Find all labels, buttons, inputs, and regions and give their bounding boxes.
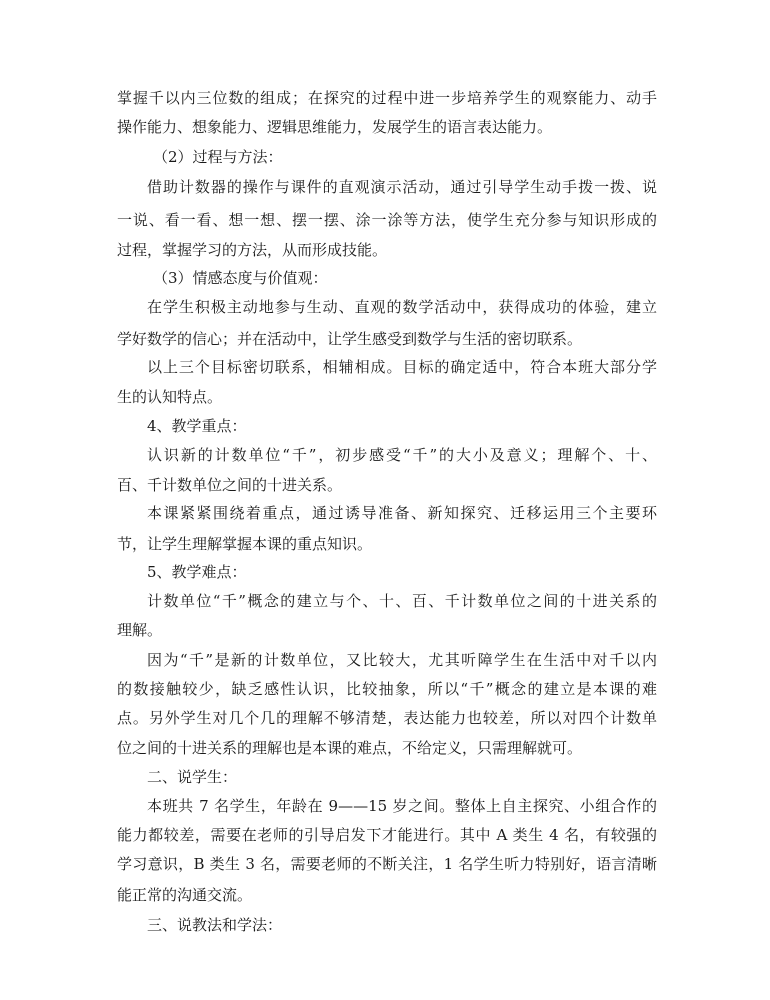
text-line-19: 理解。 (117, 621, 163, 639)
text-line-28: 能正常的沟通交流。 (117, 886, 253, 904)
text-line-2: 操作能力、想象能力、逻辑思维能力，发展学生的语言表达能力。 (117, 118, 553, 136)
text-line-26: 能力都较差，需要在老师的引导启发下才能进行。其中 A 类生 4 名，有较强的 (117, 826, 657, 844)
text-line-10: 以上三个目标密切联系，相辅相成。目标的确定适中，符合本班大部分学 (147, 358, 657, 376)
section-heading-attitude-values: （3）情感态度与价值观： (153, 269, 328, 287)
text-line-11: 生的认知特点。 (117, 388, 223, 406)
text-line-14: 百、千计数单位之间的十进关系。 (117, 476, 343, 494)
text-line-9: 学好数学的信心；并在活动中，让学生感受到数学与生活的密切联系。 (117, 330, 583, 348)
section-heading-methods: 三、说教法和学法： (147, 916, 283, 934)
text-line-5: 一说、看一看、想一想、摆一摆、涂一涂等方法，使学生充分参与知识形成的 (117, 211, 657, 229)
text-line-4: 借助计数器的操作与课件的直观演示活动，通过引导学生动手拨一拨、说 (147, 178, 657, 196)
text-line-8: 在学生积极主动地参与生动、直观的数学活动中，获得成功的体验，建立 (147, 298, 657, 316)
text-line-21: 的数接触较少，缺乏感性认识，比较抽象，所以“千”概念的建立是本课的难 (117, 680, 657, 698)
section-heading-students: 二、说学生： (147, 768, 238, 786)
section-heading-process-method: （2）过程与方法： (153, 148, 283, 166)
text-line-27: 学习意识，B 类生 3 名，需要老师的不断关注，1 名学生听力特别好，语言清晰 (117, 855, 657, 873)
text-line-20: 因为“千”是新的计数单位，又比较大，尤其听障学生在生活中对千以内 (147, 651, 657, 669)
text-line-23: 位之间的十进关系的理解也是本课的难点，不给定义，只需理解就可。 (117, 739, 583, 757)
text-line-22: 点。另外学生对几个几的理解不够清楚，表达能力也较差，所以对四个计数单 (117, 709, 657, 727)
text-line-25: 本班共 7 名学生，年龄在 9——15 岁之间。整体上自主探究、小组合作的 (147, 797, 657, 815)
text-line-16: 节，让学生理解掌握本课的重点知识。 (117, 535, 373, 553)
text-line-6: 过程，掌握学习的方法，从而形成技能。 (117, 241, 388, 259)
section-heading-teaching-difficulty: 5、教学难点： (147, 563, 247, 581)
section-heading-teaching-focus: 4、教学重点： (147, 417, 247, 435)
text-line-13: 认识新的计数单位“千”，初步感受“千”的大小及意义；理解个、十、 (147, 446, 657, 464)
text-line-18: 计数单位“千”概念的建立与个、十、百、千计数单位之间的十进关系的 (147, 592, 657, 610)
text-line-1: 掌握千以内三位数的组成；在探究的过程中进一步培养学生的观察能力、动手 (117, 89, 657, 107)
text-line-15: 本课紧紧围绕着重点，通过诱导准备、新知探究、迁移运用三个主要环 (147, 504, 657, 522)
